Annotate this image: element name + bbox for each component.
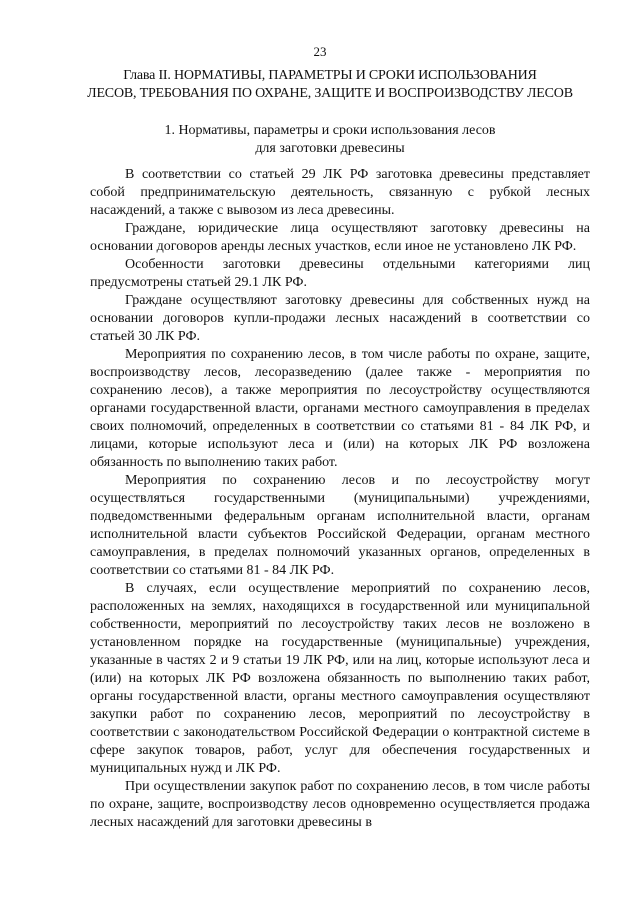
page-number: 23 bbox=[313, 44, 327, 59]
chapter-title-line-2: ЛЕСОВ, ТРЕБОВАНИЯ ПО ОХРАНЕ, ЗАЩИТЕ И ВОСПРОИЗВОДСТВУ ЛЕСОВ bbox=[87, 86, 573, 101]
body-text bbox=[90, 166, 590, 832]
paragraph: Мероприятия по сохранению лесов и по лесоустройству могут осуществляться государственными (муниципальными) учреждениями, подведомственными федеральным органам исполнительной власти, органам исполнительной власти субъектов Российской Федерации, органам местного самоуправления, в пределах полномочий указанных органов, определенных в соответствии со статьями 81 - 84 ЛК РФ. bbox=[90, 473, 590, 578]
paragraph: Граждане, юридические лица осуществляют заготовку древесины на основании договоров аренды лесных участков, если иное не установлено ЛК РФ. bbox=[90, 221, 590, 254]
paragraph: В соответствии со статьей 29 ЛК РФ заготовка древесины представляет собой предпринимательскую деятельность, связанную с рубкой лесных насаждений, а также с вывозом из леса древесины. bbox=[90, 167, 590, 218]
chapter-title-line-1: Глава II. НОРМАТИВЫ, ПАРАМЕТРЫ И СРОКИ ИСПОЛЬЗОВАНИЯ bbox=[123, 68, 537, 83]
paragraph: При осуществлении закупок работ по сохранению лесов, в том числе работы по охране, защите, воспроизводству лесов одновременно осуществляется продажа лесных насаждений для заготовки древесины в bbox=[90, 779, 590, 830]
section-title-line-2: для заготовки древесины bbox=[255, 141, 405, 156]
chapter-title bbox=[60, 67, 600, 103]
section-title bbox=[80, 122, 580, 158]
paragraph: В случаях, если осуществление мероприятий по сохранению лесов, расположенных на землях, находящихся в государственной или муниципальной собственности, мероприятий по лесоустройству таких лесов не возложено в установленном порядке на государственные (муниципальные) учреждения, указанные в частях 2 и 9 статьи 19 ЛК РФ, или на лиц, которые используют леса и (или) на которых ЛК РФ возложена обязанность по выполнению таких работ, органы государственной власти, органы местного самоуправления осуществляют закупки работ по сохранению лесов, мероприятий по лесоустройству в соответствии с законодательством Российской Федерации о контрактной системе в сфере закупок товаров, работ, услуг для обеспечения государственных и муниципальных нужд и ЛК РФ. bbox=[90, 581, 590, 776]
paragraph: Граждане осуществляют заготовку древесины для собственных нужд на основании договоров купли-продажи лесных насаждений в соответствии со статьей 30 ЛК РФ. bbox=[90, 293, 590, 344]
section-title-line-1: 1. Нормативы, параметры и сроки использования лесов bbox=[164, 123, 496, 138]
paragraph: Мероприятия по сохранению лесов, в том числе работы по охране, защите, воспроизводству лесов, лесоразведению (далее также - мероприятия по сохранению лесов), а также мероприятия по лесоустройству осуществляются органами государственной власти, органами местного самоуправления в пределах своих полномочий, определенных в соответствии со статьями 81 - 84 ЛК РФ, и лицами, которые используют леса и (или) на которых ЛК РФ возложена обязанность по выполнению таких работ. bbox=[90, 347, 590, 470]
paragraph: Особенности заготовки древесины отдельными категориями лиц предусмотрены статьей 29.1 ЛК РФ. bbox=[90, 257, 590, 290]
